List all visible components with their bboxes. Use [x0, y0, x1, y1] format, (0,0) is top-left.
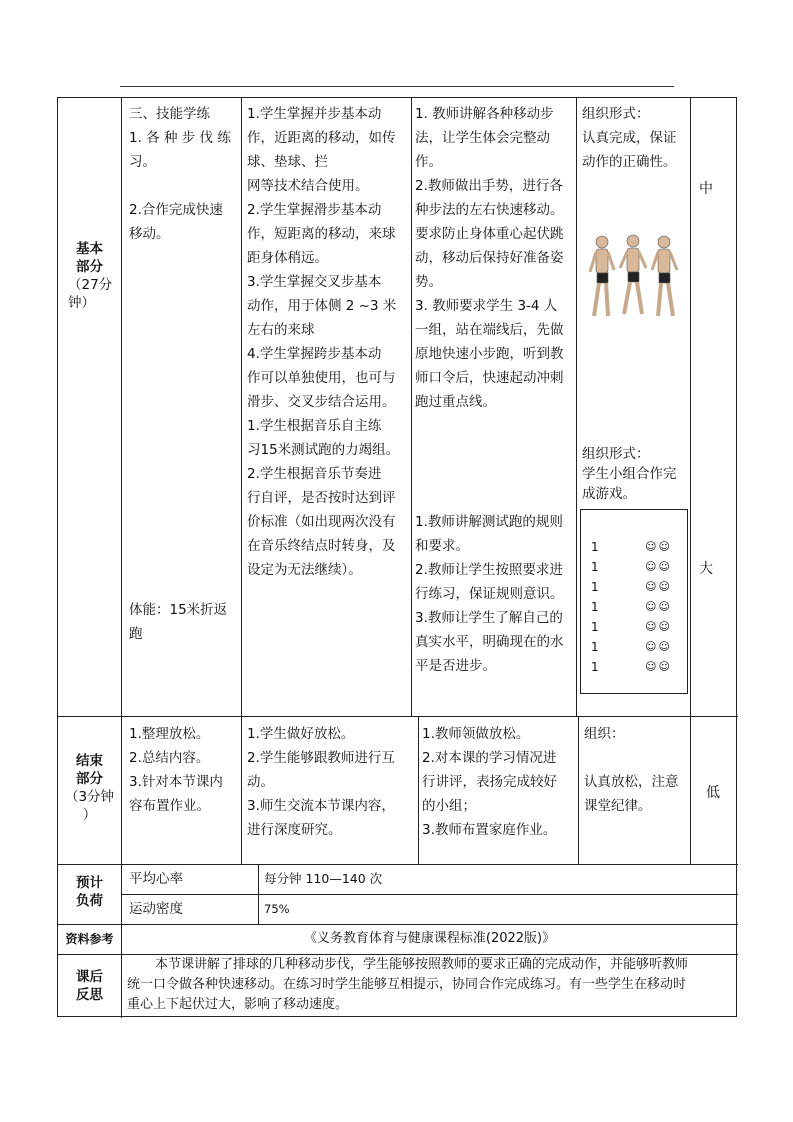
reflection-line: 统一口令做各种快速移动。在练习时学生能够互相提示，协同合作完成练习。有一些学生在移动时: [127, 977, 687, 992]
teacher-line: 3.教师让学生了解自己的: [415, 610, 563, 626]
density-label: 运动密度: [129, 901, 183, 917]
dancer-figure: [652, 236, 677, 316]
student-line: 动作，用于体侧 2 ~3 米: [247, 298, 397, 314]
student-line: 作，短距离的移动，来球: [247, 226, 396, 242]
section-title: 结束: [76, 753, 103, 769]
row-number: 1: [591, 600, 599, 614]
divider: [58, 716, 738, 717]
content-line: 2.总结内容。: [129, 750, 210, 766]
student-line: 3.学生掌握交叉步基本: [247, 274, 382, 290]
basic-org-cell: [582, 102, 688, 174]
end-section-header: [58, 752, 121, 824]
game-formation-diagram: [580, 509, 688, 694]
reference-label: 资料参考: [65, 932, 114, 946]
section-time: （27分: [68, 277, 113, 293]
student-line: 进行深度研究。: [247, 822, 342, 838]
teacher-line: 真实水平，明确现在的水: [415, 634, 564, 650]
heart-rate-label: 平均心率: [129, 871, 183, 887]
org-line: 成游戏。: [582, 486, 636, 502]
reflection-line: 本节课讲解了排球的几种移动步伐，学生能够按照教师的要求正确的完成动作，并能够听教师: [155, 957, 689, 972]
formation-row: [591, 618, 679, 636]
teacher-line: 法，让学生体会完整动作。: [415, 130, 550, 170]
org-line: 课堂纪律。: [584, 798, 652, 814]
content-line: 跑: [129, 626, 143, 642]
reflection-header: [58, 968, 121, 1004]
end-student-cell: [247, 722, 415, 842]
row-number: 1: [591, 540, 599, 554]
org-line: 组织：: [584, 726, 625, 742]
row-number: 1: [591, 580, 599, 594]
divider: [121, 894, 738, 895]
section-time: 钟）: [68, 295, 95, 311]
content-line: 3.针对本节课内: [129, 774, 223, 790]
student-line: 球、垫球、拦: [247, 154, 328, 170]
load-title: 预计: [76, 875, 103, 891]
teacher-line: 2.教师做出手势，进行各: [415, 178, 563, 194]
content-line: 三、技能学练: [129, 106, 210, 122]
teacher-line: 平是否进步。: [415, 658, 496, 674]
heart-rate-value: 每分钟 110—140 次: [264, 871, 383, 886]
teacher-line: 1.教师领做放松。: [422, 726, 530, 742]
teacher-line: 1.教师讲解测试跑的规则: [415, 514, 563, 530]
student-line: 1.学生根据音乐自主练: [247, 418, 382, 434]
student-line: 滑步、交叉步结合运用。: [247, 394, 396, 410]
content-line: 1.整理放松。: [129, 726, 210, 742]
student-line: 网等技术结合使用。: [247, 178, 369, 194]
smiley-icon: ☺☺: [645, 620, 672, 633]
student-line: 2.学生能够跟教师进行互: [247, 750, 395, 766]
teacher-line: 跑过重点线。: [415, 394, 496, 410]
teacher-line: 2.对本课的学习情况进: [422, 750, 557, 766]
load-title: 负荷: [76, 893, 103, 909]
content-line: 移动。: [129, 226, 170, 242]
student-line: 2.学生掌握滑步基本动: [247, 202, 382, 218]
section-title: 基本: [76, 241, 103, 257]
teacher-line: 1. 教师讲解各种移动步: [415, 106, 554, 122]
end-teacher-cell: [422, 722, 577, 842]
student-line: 作，近距离的移动，如传: [247, 130, 396, 146]
section-title: 部分: [76, 771, 103, 787]
student-line: 左右的来球: [247, 322, 315, 338]
formation-row: [591, 598, 679, 616]
org-line: 认真完成，保证: [582, 130, 677, 146]
end-content-cell: [129, 722, 239, 818]
divider: [121, 98, 122, 864]
basic-student-cell: [247, 102, 409, 582]
student-line: 4.学生掌握跨步基本动: [247, 346, 382, 362]
divider: [58, 864, 738, 865]
org-line: 组织形式：: [582, 446, 650, 462]
smiley-icon: ☺☺: [645, 660, 672, 673]
student-line: 距身体稍远。: [247, 250, 328, 266]
divider: [578, 716, 579, 864]
teacher-line: 和要求。: [415, 538, 469, 554]
smiley-icon: ☺☺: [645, 600, 672, 613]
section-title: 部分: [76, 259, 103, 275]
basic-teacher-cell-test: [415, 510, 575, 678]
content-line: 1. 各 种 步 伐 练: [129, 130, 231, 146]
basic-content-cell-fitness: [129, 598, 239, 646]
header-rule: [120, 86, 674, 87]
org-line: 动作的正确性。: [582, 154, 677, 170]
teacher-line: 动，移动后保持好准备姿: [415, 250, 564, 266]
divider: [58, 924, 738, 925]
dancer-figure: [590, 236, 614, 316]
formation-row: [591, 558, 679, 576]
dancer-figure: [620, 235, 646, 314]
divider: [418, 716, 419, 864]
teacher-line: 原地快速小步跑，听到教: [415, 346, 564, 362]
load-header: [58, 874, 121, 910]
basic-content-cell: [129, 102, 239, 246]
student-line: 1.学生做好放松。: [247, 726, 355, 742]
student-line: 在音乐终结点时转身，及: [247, 538, 396, 554]
teacher-line: 势。: [415, 274, 442, 290]
student-line: 动。: [247, 774, 274, 790]
section-time: （3分钟: [64, 789, 115, 805]
content-line: 习。: [129, 154, 156, 170]
formation-row: [591, 638, 679, 656]
lesson-plan-table: [57, 97, 737, 1017]
basic-teacher-cell: [415, 102, 575, 414]
divider: [241, 98, 242, 864]
end-org-cell: [584, 722, 690, 818]
reference-value: 《义务教育体育与健康课程标准(2022版)》: [303, 931, 556, 946]
content-line: 容布置作业。: [129, 798, 210, 814]
students-demo-image: [588, 228, 680, 328]
teacher-line: 行讲评，表扬完成较好: [422, 774, 557, 790]
reflection-line: 重心上下起伏过大，影响了移动速度。: [127, 997, 349, 1012]
smiley-icon: ☺☺: [645, 540, 672, 553]
org-line: 组织形式：: [582, 106, 650, 122]
reflection-title: 课后: [76, 969, 103, 985]
org-line: 学生小组合作完: [582, 466, 677, 482]
formation-row: [591, 658, 679, 676]
formation-row: [591, 578, 679, 596]
formation-row: [591, 538, 679, 556]
student-line: 行自评，是否按时达到评: [247, 490, 396, 506]
teacher-line: 3. 教师要求学生 3-4 人: [415, 298, 558, 314]
student-line: 作可以单独使用，也可与: [247, 370, 396, 386]
reflection-title: 反思: [76, 987, 103, 1003]
org-line: 认真放松，注意: [584, 774, 679, 790]
content-line: 2.合作完成快速: [129, 202, 223, 218]
row-number: 1: [591, 560, 599, 574]
smiley-icon: ☺☺: [645, 640, 672, 653]
row-number: 1: [591, 620, 599, 634]
teacher-line: 3.教师布置家庭作业。: [422, 822, 557, 838]
row-number: 1: [591, 660, 599, 674]
row-number: 1: [591, 640, 599, 654]
divider: [576, 98, 577, 716]
reflection-text: [127, 955, 735, 1015]
teacher-line: 行练习，保证规则意识。: [415, 586, 564, 602]
density-value: 75%: [264, 902, 290, 916]
student-line: 3.师生交流本节课内容，: [247, 798, 395, 814]
teacher-line: 要求防止身体重心起伏跳: [415, 226, 564, 242]
basic-org-cell-game: [582, 444, 688, 504]
intensity-medium: 中: [699, 181, 713, 197]
intensity-high: 大: [699, 561, 713, 577]
section-time: ）: [82, 807, 97, 823]
content-line: 体能：15米折返: [129, 602, 228, 618]
divider: [690, 98, 691, 864]
student-line: 2.学生根据音乐节奏进: [247, 466, 382, 482]
basic-section-header: [58, 240, 121, 312]
teacher-line: 的小组；: [422, 798, 476, 814]
smiley-icon: ☺☺: [645, 580, 672, 593]
smiley-icon: ☺☺: [645, 560, 672, 573]
divider: [411, 98, 412, 716]
student-line: 设定为无法继续）。: [247, 562, 362, 578]
student-line: 价标准（如出现两次没有: [247, 514, 396, 530]
teacher-line: 2.教师让学生按照要求进: [415, 562, 563, 578]
student-line: 习15米测试跑的力竭组。: [247, 442, 400, 458]
student-line: 1.学生掌握并步基本动: [247, 106, 382, 122]
teacher-line: 师口令后，快速起动冲刺: [415, 370, 564, 386]
teacher-line: 一组，站在端线后，先做: [415, 322, 564, 338]
teacher-line: 种步法的左右快速移动。: [415, 202, 564, 218]
intensity-low: 低: [706, 785, 720, 801]
